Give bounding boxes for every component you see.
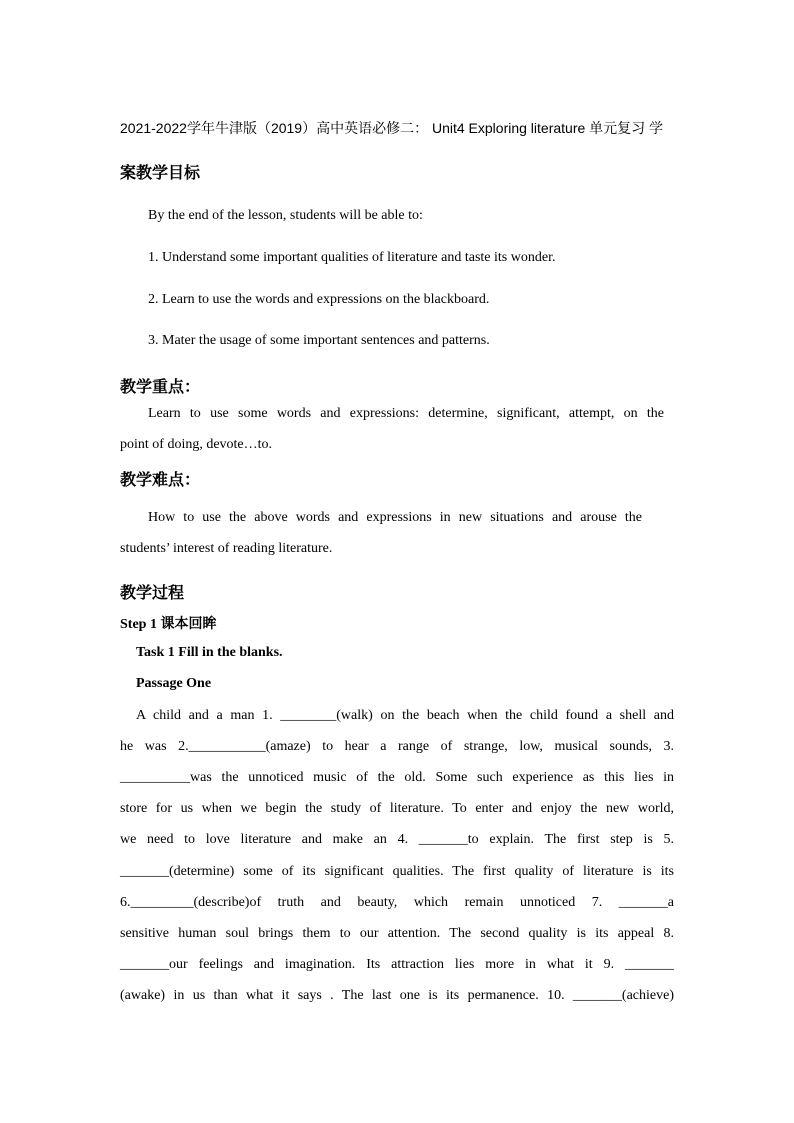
objective-3: 3. Mater the usage of some important sentences and patterns. (148, 333, 490, 348)
passage-line: _______(determine) some of its significant qualities. The first quality of literature is its (120, 864, 674, 879)
passage-line: A child and a man 1. ________(walk) on the beach when the child found a shell and (136, 708, 674, 723)
step1-heading: Step 1 课本回眸 (120, 617, 217, 632)
key-points-line2: point of doing, devote…to. (120, 437, 273, 452)
passage-line: (awake) in us than what it says . The last one is its permanence. 10. _______(achieve) (120, 988, 674, 1003)
passage-line: we need to love literature and make an 4. _______to explain. The first step is 5. (120, 832, 674, 847)
difficulties-line1: How to use the above words and expressions in new situations and arouse the (148, 510, 642, 525)
document-title-line2: 案教学目标 (120, 165, 201, 182)
key-points-heading: 教学重点： (120, 379, 201, 396)
key-points-line1: Learn to use some words and expressions: determine, significant, attempt, on the (148, 406, 664, 421)
difficulties-heading: 教学难点： (120, 472, 201, 489)
passage-line: 6._________(describe)of truth and beauty, which remain unnoticed 7. _______a (120, 895, 674, 910)
passage-title: Passage One (136, 676, 212, 691)
passage-line: __________was the unnoticed music of the old. Some such experience as this lies in (120, 770, 674, 785)
process-heading: 教学过程 (120, 585, 185, 602)
difficulties-line2: students’ interest of reading literature. (120, 541, 333, 556)
task1-heading: Task 1 Fill in the blanks. (136, 645, 283, 660)
objective-2: 2. Learn to use the words and expressions on the blackboard. (148, 292, 490, 307)
objectives-intro: By the end of the lesson, students will be able to: (148, 208, 423, 223)
passage-line: store for us when we begin the study of literature. To enter and enjoy the new world, (120, 801, 674, 816)
objective-1: 1. Understand some important qualities of literature and taste its wonder. (148, 250, 556, 265)
passage-line: he was 2.___________(amaze) to hear a range of strange, low, musical sounds, 3. (120, 739, 674, 754)
passage-line: sensitive human soul brings them to our attention. The second quality is its appeal 8. (120, 926, 674, 941)
document-title-line1: 2021-2022学年牛津版（2019）高中英语必修二： Unit4 Exploring literature 单元复习 学 (120, 120, 664, 136)
passage-line: _______our feelings and imagination. Its attraction lies more in what it 9. _______ (120, 957, 674, 972)
